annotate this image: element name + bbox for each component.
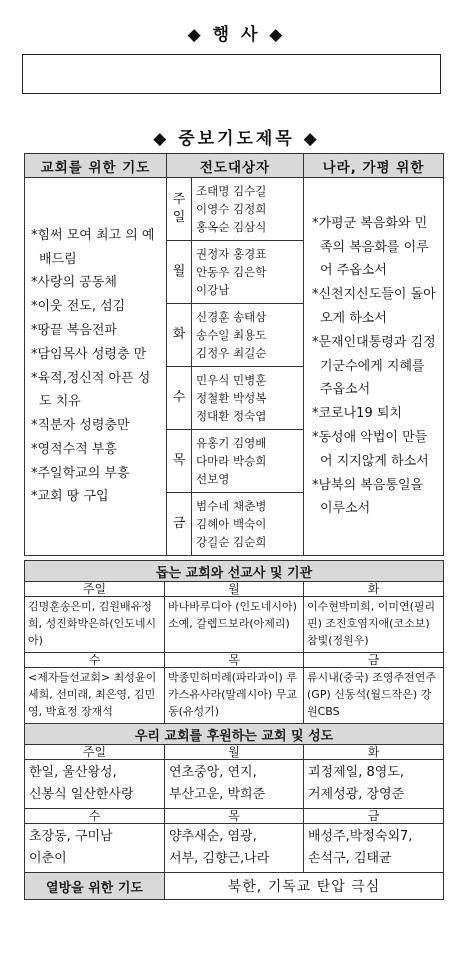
evangelism-names: 권정자 홍경표 안동우 김은학 이강남 (192, 241, 304, 304)
list-item: *가평군 복음화와 민족의 복음화를 이루어 주옵소서 (312, 215, 429, 279)
header-church: 교회를 위한 기도 (25, 154, 167, 178)
evangelism-day: 목 (167, 430, 192, 493)
day-label: 금 (304, 653, 444, 668)
evangelism-names: 유홍기 김영배 다마라 박승희 선보영 (192, 430, 304, 493)
list-item: *동성애 악법이 만들어 지지않게 하소서 (312, 429, 429, 469)
day-label: 주일 (25, 582, 165, 597)
footer-label: 열방을 위한 기도 (25, 873, 165, 900)
list-item: *담임목사 성령충 만 (31, 346, 147, 362)
day-label: 금 (304, 809, 444, 824)
list-item: *이웃 전도, 섬김 (31, 299, 126, 315)
list-item: *교회 땅 구입 (31, 489, 109, 505)
day-label: 월 (165, 582, 304, 597)
list-item: *신천지신도들이 돌아오게 하소서 (312, 287, 436, 326)
evangelism-day: 수 (167, 367, 192, 430)
day-label: 목 (165, 653, 304, 668)
list-item: *문재인대통령과 김정기군수에게 지혜를 주옵소서 (312, 334, 436, 398)
day-label: 화 (304, 582, 444, 597)
list-item: *남북의 복음통일을 이루소서 (312, 477, 424, 517)
evangelism-day: 화 (167, 304, 192, 367)
evangelism-names: 신경훈 송태삼 송수일 최용도 김정우 최길순 (192, 304, 304, 367)
church-prayer-list (25, 178, 167, 556)
list-item: *힘써 모여 최고 의 예배드림 (31, 227, 155, 267)
evangelism-names: 조태명 김수길 이영수 김정희 홍옥순 김삼식 (192, 178, 304, 241)
nation-prayer-list (304, 178, 444, 556)
mission-cell: 이수현박미희, 이미연(필리핀) 조진호염지애(코소보) 참빛(정원우) (304, 597, 444, 653)
evangelism-names: 범수네 채춘병 김혜아 백숙이 강길순 김순희 (192, 493, 304, 556)
evangelism-names: 민우식 민병훈 정철환 박성복 정대환 정숙엽 (192, 367, 304, 430)
mission-cell: 김명훈송은미, 김원배유정희, 성진화박은하(인도네시아) (25, 597, 165, 653)
list-item: *주일학교의 부흥 (31, 465, 130, 481)
day-label: 월 (165, 745, 304, 760)
list-item: *직분자 성령충만 (31, 418, 130, 434)
supporter-cell: 배성주,박정숙외7, 손석구, 김태균 (304, 824, 444, 873)
list-item: *코로나19 퇴치 (312, 406, 402, 422)
day-label: 수 (25, 653, 165, 668)
supporter-cell: 괴정제일, 8영도, 거제성광, 장영준 (304, 760, 444, 809)
supporter-cell: 양추새순, 염광, 서부, 김향근,나라 (165, 824, 304, 873)
mission-cell: 박종민허미례(파라과이) 루카스유사라(말레시아) 무교동(유성기) (165, 668, 304, 724)
supporters-title: 우리 교회를 후원하는 교회 및 성도 (25, 724, 444, 745)
event-box (22, 54, 441, 94)
list-item: *영적수적 부흥 (31, 441, 117, 457)
prayer-table (24, 153, 444, 556)
mission-cell: 류시내(중국) 조영주전연주(GP) 신동석(월드작은) 강원CBS (304, 668, 444, 724)
evangelism-day: 월 (167, 241, 192, 304)
day-label: 주일 (25, 745, 165, 760)
list-item: *육적,정신적 아픈 성도 치유 (31, 370, 151, 410)
header-evangelism: 전도대상자 (167, 154, 304, 178)
day-label: 목 (165, 809, 304, 824)
evangelism-day: 주일 (167, 178, 192, 241)
list-item: *사랑의 공동체 (31, 275, 117, 291)
header-nation: 나라, 가평 위한 (304, 154, 444, 178)
event-title: ◆ 행 사 ◆ (187, 25, 286, 45)
supporter-cell: 연초중앙, 연지, 부산고운, 박희준 (165, 760, 304, 809)
mission-cell: 바나바루디아 (인도네시아) 소예, 갈렙드보라(아제리) (165, 597, 304, 653)
list-item: *땅끝 복음전파 (31, 322, 117, 338)
day-label: 수 (25, 809, 165, 824)
footer-value: 북한, 기독교 탄압 극심 (165, 873, 444, 900)
mission-cell: <제자들선교회> 최성윤이세희, 선미래, 최은영, 김민영, 박효정 장재석 (25, 668, 165, 724)
prayer-title: ◆ 중보기도제목 ◆ (153, 129, 320, 149)
day-label: 화 (304, 745, 444, 760)
evangelism-day: 금 (167, 493, 192, 556)
missions-title: 돕는 교회와 선교사 및 기관 (25, 561, 444, 582)
supporter-cell: 한일, 울산왕성, 신봉식 일산한사랑 (25, 760, 165, 809)
supporter-cell: 초장동, 구미남 이춘이 (25, 824, 165, 873)
missions-table (24, 560, 444, 900)
